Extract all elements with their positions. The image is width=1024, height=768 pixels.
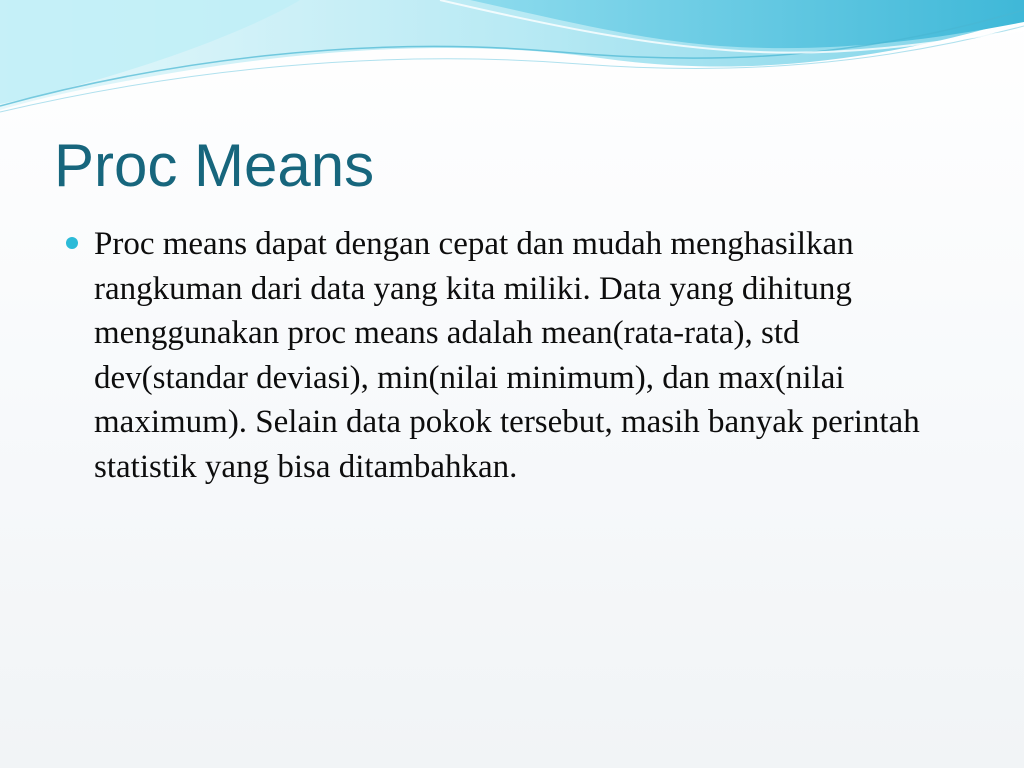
bullet-item	[66, 222, 956, 489]
slide-title: Proc Means	[54, 132, 375, 199]
wave-header-decoration	[0, 0, 1024, 120]
bullet-text: Proc means dapat dengan cepat dan mudah menghasilkan rangkuman dari data yang kita miliki. Data yang dihitung menggunakan proc means adalah mean(rata-rata), std dev(standar deviasi), min(nilai minimum), dan max(nilai maximum). Selain data pokok tersebut, masih banyak perintah statistik yang bisa ditambahkan.	[94, 226, 920, 485]
bullet-dot-icon	[66, 237, 78, 249]
bullet-list	[66, 222, 956, 489]
